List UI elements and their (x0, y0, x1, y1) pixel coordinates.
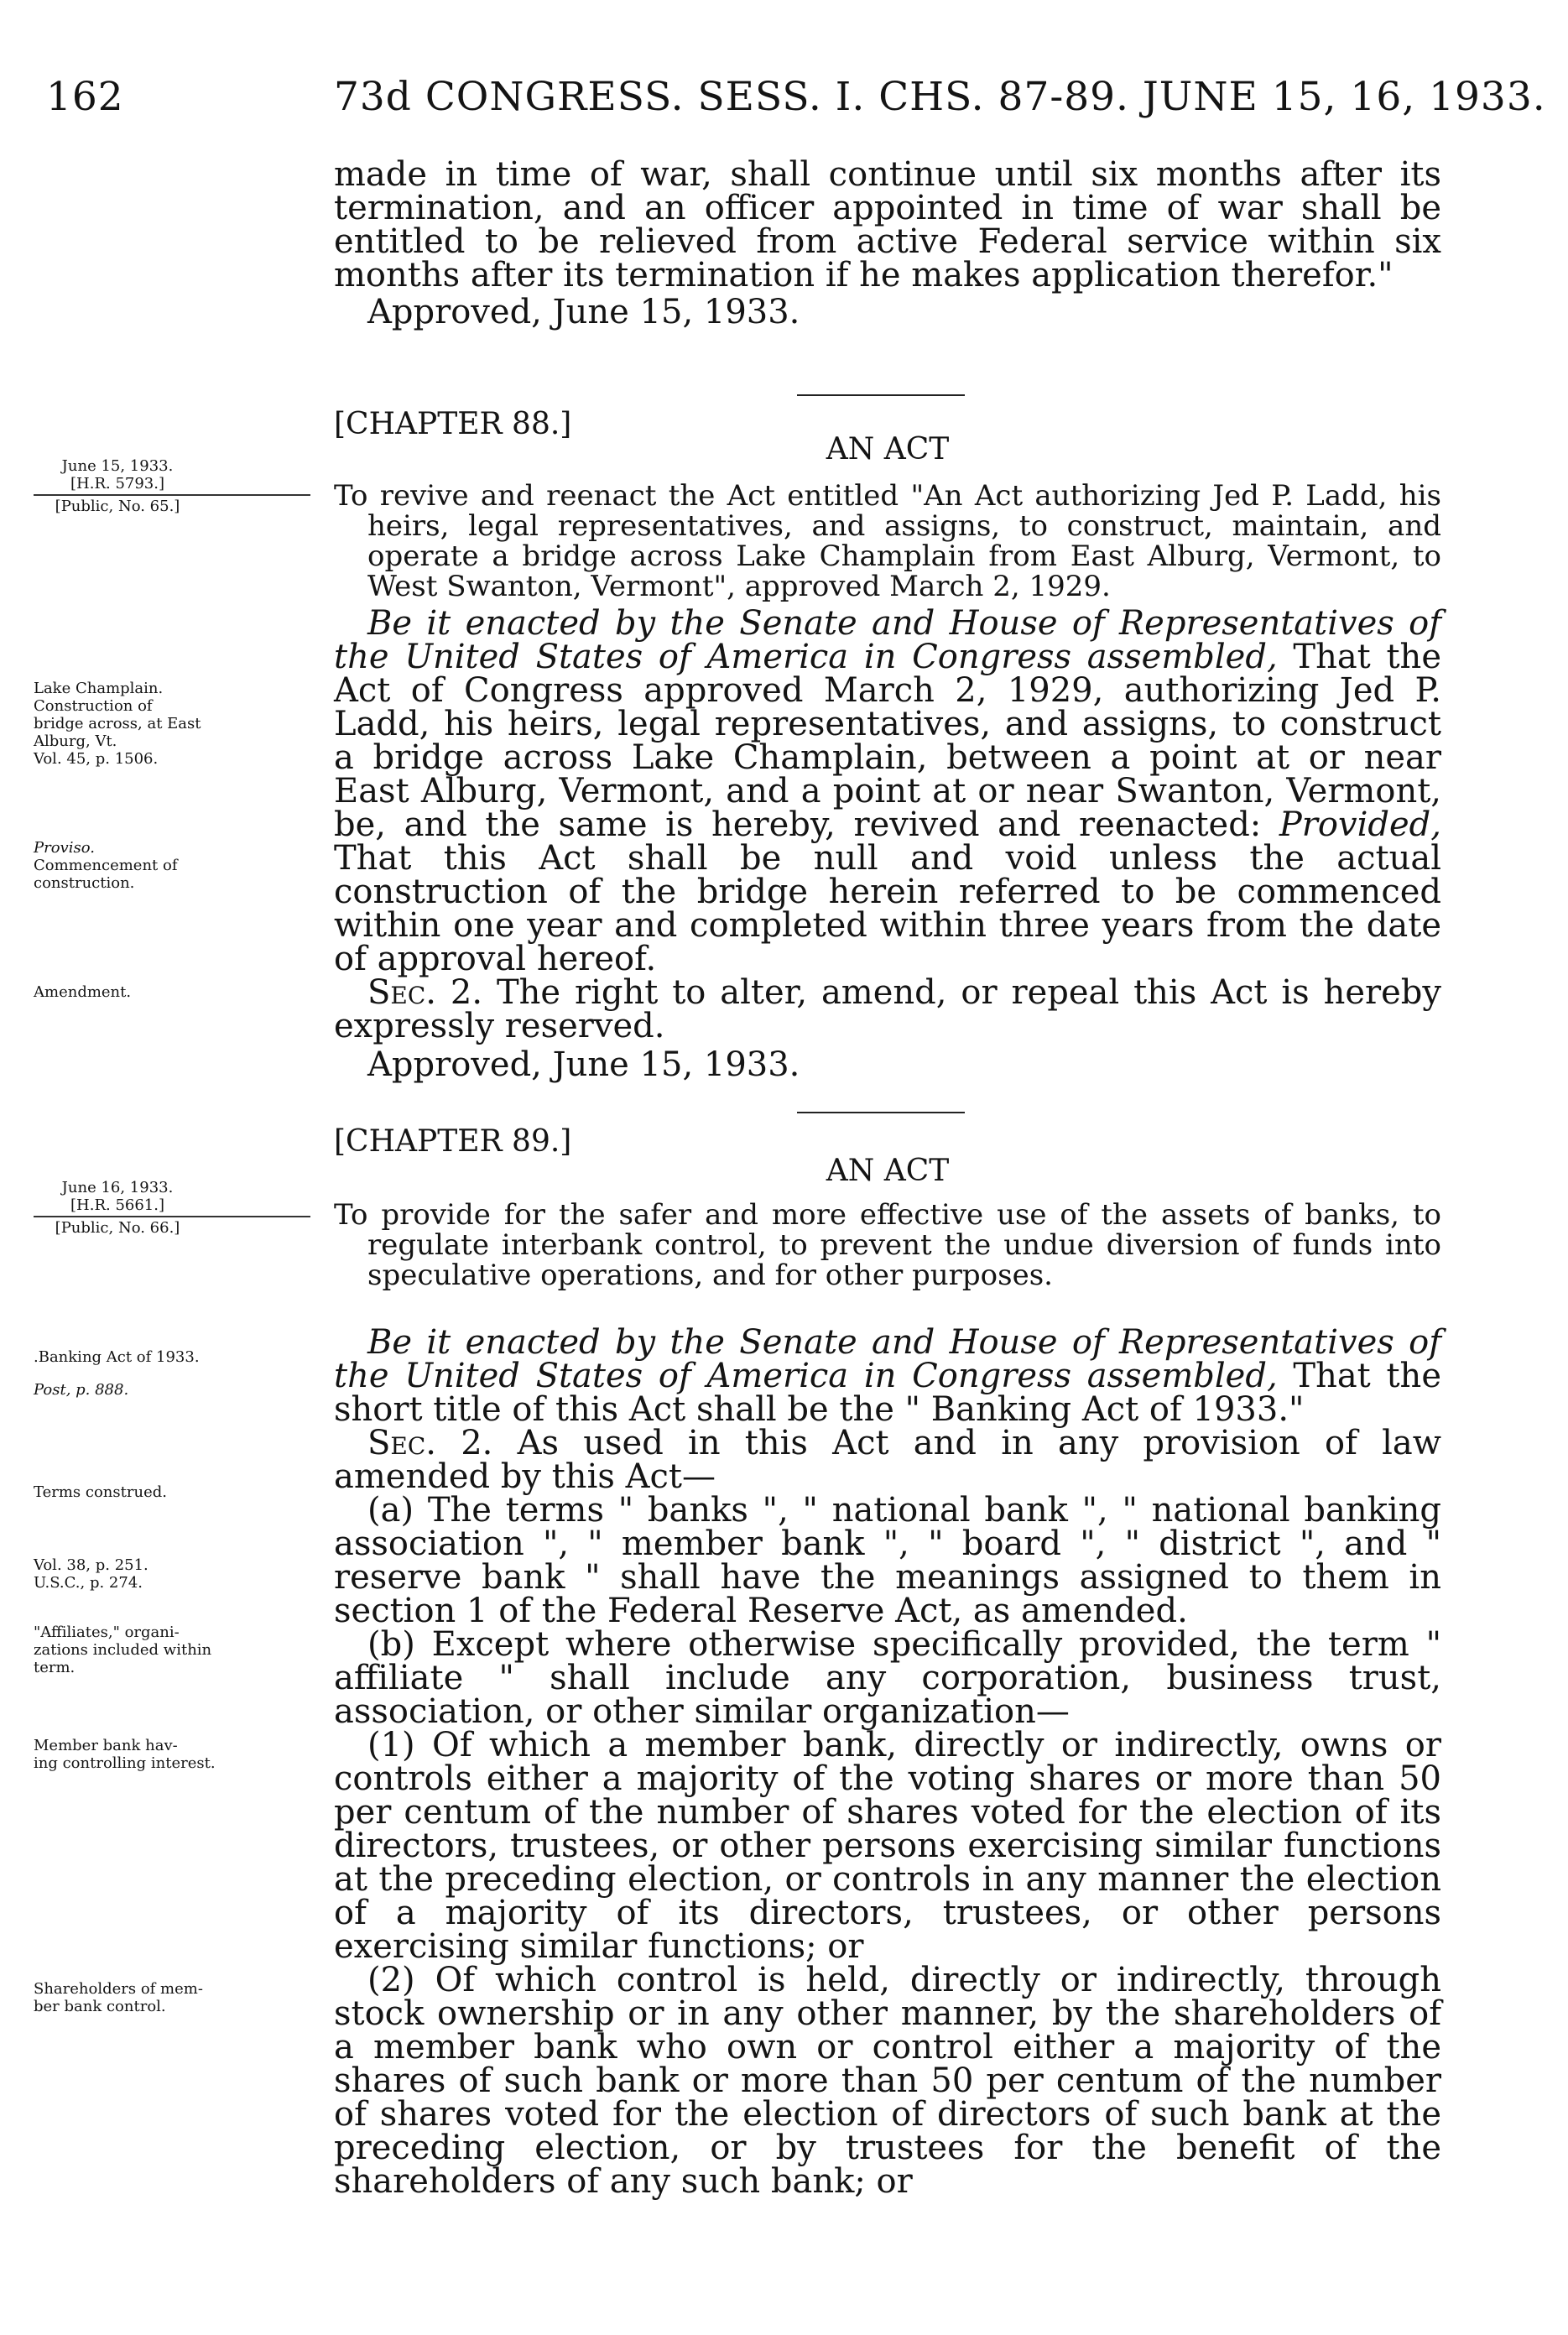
chapter-89-purpose-text: To provide for the safer and more effective use of the assets of banks, to regulate interbank control, to prevent the undue diversion of funds into speculative operations, and for other purposes. (334, 1198, 1441, 1292)
sidenote-line: Lake Champlain. (34, 680, 164, 697)
chapter-88-section-2 (334, 973, 1442, 1045)
chapter-88-sidenote-proviso (34, 839, 310, 892)
chapter-89-section-2 (334, 1424, 1441, 1496)
sidenote-line: .Banking Act of 1933. (34, 1348, 200, 1366)
sidenote-line: bridge across, at East (34, 715, 201, 732)
chapter-89-sidenote-shareholders (34, 1980, 310, 2015)
chapter-88-body (334, 604, 1442, 1084)
paragraph-a: (a) The terms " banks ", " national bank ", " national banking association ", " member bank ", " board ", " district ", and " reserve bank " shall have the meanings assigned to them in section 1 of the Federal Reserve Act, as amended. (334, 1491, 1441, 1630)
paragraph-b: (b) Except where otherwise specifically provided, the term " affiliate " shall include any corporation, business trust, association, or other similar organization— (334, 1625, 1441, 1731)
sidenote-line: zations included within (34, 1641, 212, 1659)
sidenote-line: ing controlling interest. (34, 1754, 216, 1772)
section-label: Sec. 2. (367, 1424, 493, 1462)
chapter-88-public-law: [Public, No. 65.] (55, 498, 180, 515)
body-text: That the Act of Congress approved March 2, 1929, authorizing Jed P. Ladd, his heirs, legal representatives, and assigns, to construct a bridge across Lake Champlain, between a point at or near East Alburg, Vermont, and a point at or near Swanton, Vermont, be, and the same is hereby, revived and reenacted: (334, 638, 1441, 844)
body-text: That the short title of this Act shall be the " Banking Act of 1933." (334, 1357, 1441, 1429)
page-number: 162 (46, 74, 124, 120)
sidenote-line: Vol. 45, p. 1506. (34, 750, 159, 768)
continuation-paragraph (334, 155, 1441, 331)
chapter-88-margin-info (34, 457, 310, 515)
chapter-89-sidenote-member-bank (34, 1737, 310, 1772)
sidenote-line: Member bank hav- (34, 1737, 178, 1754)
chapter-88-purpose (334, 481, 1441, 602)
sidenote-line: ber bank control. (34, 1998, 166, 2015)
chapter-88-approved: Approved, June 15, 1933. (367, 1045, 800, 1084)
chapter-89-margin-info (34, 1179, 310, 1237)
running-head: 73d CONGRESS. SESS. I. CHS. 87-89. JUNE 15, 16, 1933. (334, 74, 1546, 120)
sidenote-line: term. (34, 1659, 76, 1676)
proviso-word: Provided, (1279, 805, 1441, 844)
body-text: That this Act shall be null and void unless the actual construction of the bridge herein referred to be commenced within one year and completed within three years from the date of approval hereof. (334, 839, 1441, 978)
sidenote-line: Amendment. (34, 983, 132, 1001)
sidenote-line: Vol. 38, p. 251. (34, 1556, 148, 1574)
chapter-89-enacting-clause (334, 1323, 1441, 1429)
chapter-89-sidenote-banking-act (34, 1348, 310, 1399)
enacting-formula: Be it enacted by the Senate and House of Representatives of the United States of America in Congress assembled, (334, 1323, 1441, 1395)
sidenote-line: Shareholders of mem- (34, 1980, 203, 1998)
chapter-88-enacting-clause (334, 604, 1441, 978)
sidenote-line: Construction of (34, 697, 153, 715)
sidenote-line: Terms construed. (34, 1483, 167, 1501)
chapter-88-label: [CHAPTER 88.] (334, 407, 572, 441)
chapter-88-purpose-text: To revive and reenact the Act entitled "An Act authorizing Jed P. Ladd, his heirs, legal representatives, and assigns, to construct, maintain, and operate a bridge across Lake Champlain from East Alburg, Vermont, to West Swanton, Vermont", approved March 2, 1929. (334, 479, 1441, 603)
section-label: Sec. 2. (367, 973, 483, 1012)
sidenote-line: construction. (34, 874, 135, 892)
paragraph-1: (1) Of which a member bank, directly or indirectly, owns or controls either a majority of the voting shares or more than 50 per centum of the number of shares voted for the election of its directors, trustees, or other persons exercising similar functions at the preceding election, or controls in any manner the election of a majority of its directors, trustees, or other persons exercising similar functions; or (334, 1726, 1441, 1966)
chapter-88-sidenote-amendment (34, 983, 310, 1001)
running-header (0, 74, 1568, 133)
sidenote-line: U.S.C., p. 274. (34, 1574, 143, 1592)
chapter-89-label: [CHAPTER 89.] (334, 1124, 572, 1159)
section-divider (797, 394, 965, 396)
chapter-89-public-law: [Public, No. 66.] (55, 1219, 180, 1237)
chapter-89-date: June 16, 1933. (61, 1179, 174, 1196)
section-text: As used in this Act and in any provision of law amended by this Act— (334, 1424, 1441, 1496)
margin-rule (34, 494, 310, 496)
chapter-89-sidenote-terms (34, 1483, 310, 1501)
chapter-88-date: June 15, 1933. (61, 457, 174, 475)
sidenote-line: "Affiliates," organi- (34, 1624, 180, 1641)
chapter-89-purpose (334, 1200, 1441, 1290)
chapter-89-body (334, 1323, 1441, 2201)
chapter-89-act-title: AN ACT (826, 1154, 950, 1188)
sidenote-line: Post, p. 888. (34, 1381, 129, 1399)
paragraph-2: (2) Of which control is held, directly or indirectly, through stock ownership or in any other manner, by the shareholders of a member bank who own or control either a majority of the shares of such bank or more than 50 per centum of the number of shares voted for the election of directors of such bank at the preceding election, or by trustees for the benefit of the shareholders of any such bank; or (334, 1961, 1441, 2201)
section-divider (797, 1112, 965, 1113)
chapter-89-bill: [H.R. 5661.] (70, 1196, 164, 1214)
margin-rule (34, 1216, 310, 1217)
chapter-88-bill: [H.R. 5793.] (70, 475, 164, 493)
chapter-89-sidenote-vol (34, 1556, 310, 1592)
sidenote-line: Alburg, Vt. (34, 732, 117, 750)
enacting-formula: Be it enacted by the Senate and House of Representatives of the United States of America in Congress assembled, (334, 604, 1441, 676)
chapter-89-sidenote-affiliates (34, 1624, 310, 1676)
chapter-88-act-title: AN ACT (826, 432, 950, 466)
chapter-88-sidenote-bridge (34, 680, 310, 768)
sidenote-line: Proviso. (34, 839, 95, 857)
continuation-approved: Approved, June 15, 1933. (367, 293, 800, 331)
continuation-text: made in time of war, shall continue until six months after its termination, and an officer appointed in time of war shall be entitled to be relieved from active Federal service within six months after its termination if he makes application therefor." (334, 155, 1441, 294)
section-text: The right to alter, amend, or repeal this Act is hereby expressly reserved. (334, 973, 1442, 1045)
sidenote-line: Commencement of (34, 857, 178, 874)
